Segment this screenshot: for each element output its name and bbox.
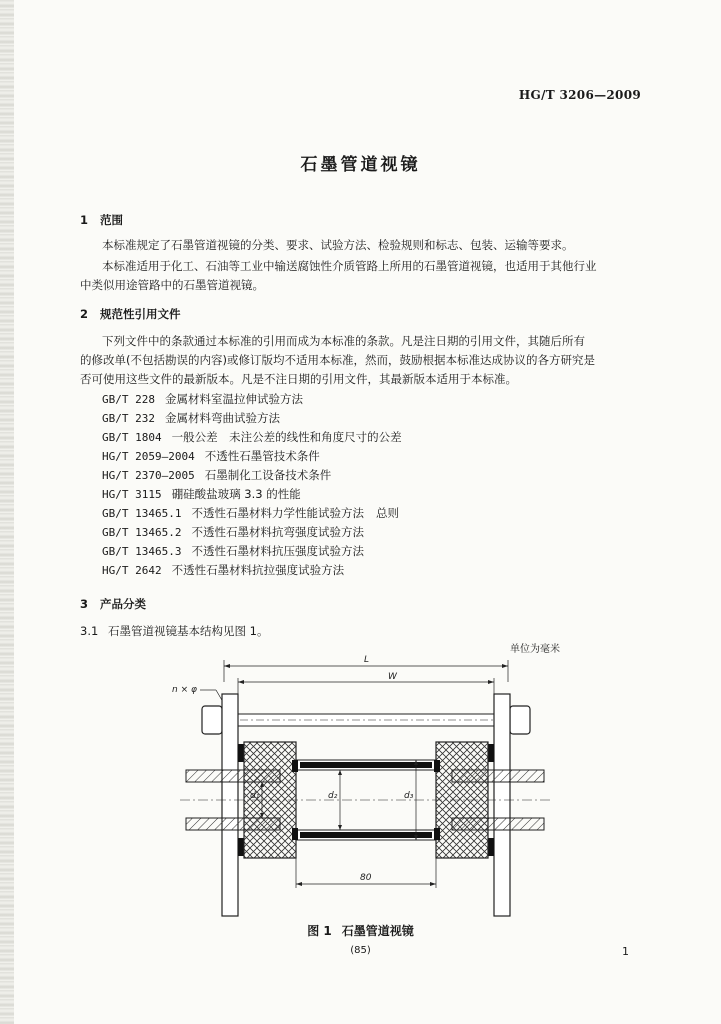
reference-item bbox=[102, 390, 402, 409]
text-line: 中类似用途管路中的石墨管道视镜。 bbox=[80, 278, 264, 292]
reference-title: 不透性石墨材料抗拉强度试验方法 bbox=[171, 563, 345, 577]
glass-seal bbox=[434, 828, 440, 840]
reference-title: 不透性石墨材料力学性能试验方法 bbox=[191, 506, 364, 520]
reference-code: GB/T 13465.3 bbox=[102, 545, 182, 558]
reference-title: 不透性石墨材料抗弯强度试验方法 bbox=[191, 525, 364, 539]
section-3-heading bbox=[80, 596, 146, 612]
section-2-heading bbox=[80, 306, 181, 322]
reference-code: GB/T 228 bbox=[102, 393, 155, 406]
figure-title: 石墨管道视镜 bbox=[341, 924, 414, 938]
label-L: L bbox=[364, 655, 370, 665]
paragraph-references-intro bbox=[80, 332, 595, 389]
text-line: 否可使用这些文件的最新版本。凡是不注日期的引用文件，其最新版本适用于本标准。 bbox=[80, 372, 517, 386]
paragraph-scope-1 bbox=[102, 236, 574, 255]
dimension-L bbox=[224, 655, 508, 682]
dimension-W bbox=[238, 672, 494, 698]
section-title: 范围 bbox=[100, 213, 123, 227]
reference-title: 硼硅酸盐玻璃 3.3 的性能 bbox=[171, 487, 301, 501]
figure-sight-glass-drawing bbox=[172, 652, 560, 922]
reference-title: 石墨制化工设备技术条件 bbox=[204, 468, 332, 482]
section-number: 1 bbox=[80, 213, 89, 227]
reference-item bbox=[102, 542, 402, 561]
label-bolt: n × φ bbox=[172, 685, 197, 695]
gasket bbox=[488, 838, 494, 856]
section-1-heading bbox=[80, 212, 123, 228]
paragraph-scope-2 bbox=[80, 257, 597, 295]
graphite-body-right bbox=[436, 742, 488, 858]
standard-code: HG/T 3206—2009 bbox=[518, 88, 641, 102]
reference-item bbox=[102, 561, 402, 580]
gasket bbox=[238, 744, 244, 762]
subsection-number: 3.1 bbox=[80, 624, 99, 638]
flange-right bbox=[494, 694, 510, 916]
glass-seal bbox=[434, 760, 440, 772]
reference-item bbox=[102, 523, 402, 542]
figure-number: 图 1 bbox=[307, 924, 332, 938]
subsection-3-1 bbox=[80, 623, 268, 639]
reference-title: 一般公差 未注公差的线性和角度尺寸的公差 bbox=[171, 430, 402, 444]
section-number: 3 bbox=[80, 597, 89, 611]
subsection-text: 石墨管道视镜基本结构见图 1。 bbox=[108, 624, 269, 638]
document-title: 石墨管道视镜 bbox=[300, 155, 421, 175]
reference-title: 金属材料室温拉伸试验方法 bbox=[164, 392, 303, 406]
label-d3: d₃ bbox=[404, 791, 414, 801]
gasket bbox=[488, 744, 494, 762]
unit-note: 单位为毫米 bbox=[510, 644, 560, 655]
text-line: 下列文件中的条款通过本标准的引用而成为本标准的条款。凡是注日期的引用文件，其随后所有 bbox=[102, 334, 585, 348]
dimension-d3 bbox=[404, 760, 418, 840]
reference-item bbox=[102, 428, 402, 447]
reference-code: GB/T 13465.1 bbox=[102, 507, 182, 520]
reference-item bbox=[102, 447, 402, 466]
reference-suffix: 总则 bbox=[375, 506, 399, 520]
text-line: 本标准适用于化工、石油等工业中输送腐蚀性介质管路上所用的石墨管道视镜，也适用于其他行业 bbox=[102, 259, 597, 273]
reference-title: 不透性石墨材料抗压强度试验方法 bbox=[191, 544, 364, 558]
reference-code: HG/T 3115 bbox=[102, 488, 162, 501]
dimension-d2 bbox=[328, 770, 342, 830]
section-title: 规范性引用文件 bbox=[100, 307, 181, 321]
nut-right bbox=[510, 706, 530, 734]
tie-rod bbox=[208, 714, 526, 726]
flange-left bbox=[222, 694, 238, 916]
glass-seal bbox=[292, 828, 298, 840]
text-line: 的修改单(不包括勘误的内容)或修订版均不适用本标准，然而，鼓励根据本标准达成协议的各方研究是 bbox=[80, 353, 595, 367]
reference-code: GB/T 13465.2 bbox=[102, 526, 182, 539]
label-W: W bbox=[388, 672, 397, 682]
reference-item bbox=[102, 466, 402, 485]
section-title: 产品分类 bbox=[100, 597, 146, 611]
reference-item bbox=[102, 504, 402, 523]
reference-title: 金属材料弯曲试验方法 bbox=[164, 411, 280, 425]
page-number: (85) bbox=[350, 945, 371, 956]
page-index: 1 bbox=[622, 945, 629, 958]
reference-code: GB/T 232 bbox=[102, 412, 155, 425]
label-80: 80 bbox=[360, 873, 372, 883]
reference-item bbox=[102, 485, 402, 504]
reference-code: GB/T 1804 bbox=[102, 431, 162, 444]
gasket bbox=[238, 838, 244, 856]
reference-code: HG/T 2642 bbox=[102, 564, 162, 577]
reference-item bbox=[102, 409, 402, 428]
glass-seal bbox=[292, 760, 298, 772]
reference-title: 不透性石墨管技术条件 bbox=[204, 449, 320, 463]
figure-caption bbox=[0, 922, 721, 939]
reference-list bbox=[102, 390, 402, 580]
reference-code: HG/T 2370—2005 bbox=[102, 469, 195, 482]
text-line: 本标准规定了石墨管道视镜的分类、要求、试验方法、检验规则和标志、包装、运输等要求。 bbox=[102, 238, 574, 252]
dimension-80 bbox=[296, 852, 436, 888]
label-d1: d₁ bbox=[250, 791, 260, 801]
nut-left bbox=[202, 706, 222, 734]
section-number: 2 bbox=[80, 307, 89, 321]
reference-code: HG/T 2059—2004 bbox=[102, 450, 195, 463]
label-d2: d₂ bbox=[328, 791, 338, 801]
